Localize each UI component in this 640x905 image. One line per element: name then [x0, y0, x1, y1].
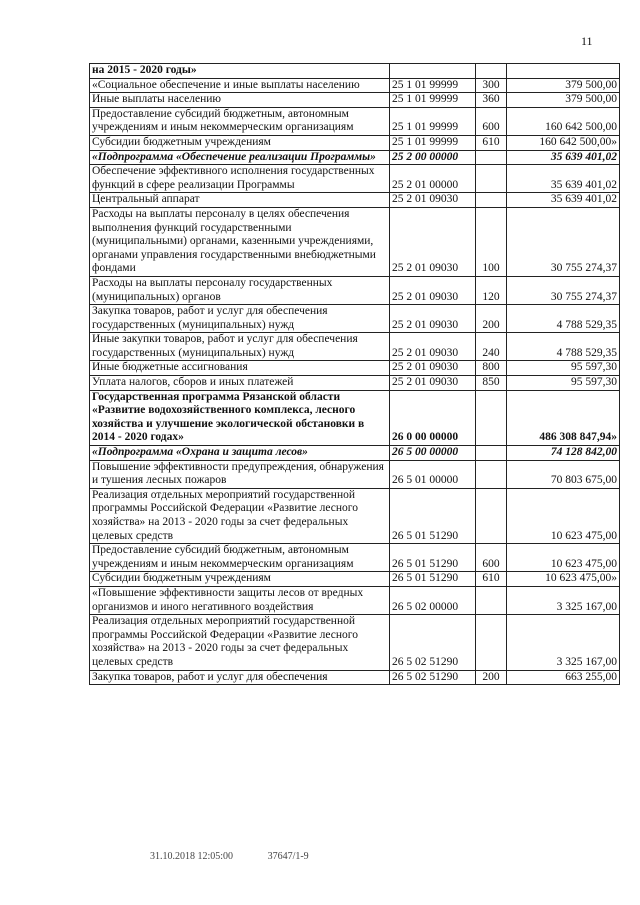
row-csr-cell: 26 5 01 51290 [390, 572, 476, 587]
row-sum-cell: 3 325 167,00 [507, 615, 620, 670]
row-sum-cell: 35 639 401,02 [507, 165, 620, 193]
row-vr-cell: 360 [476, 93, 507, 108]
row-name-cell: Обеспечение эффективного исполнения государственных функций в сфере реализации Программы [90, 165, 390, 193]
row-sum-cell: 160 642 500,00 [507, 107, 620, 135]
row-vr-cell: 100 [476, 207, 507, 276]
row-csr-cell: 25 2 01 09030 [390, 333, 476, 361]
row-vr-cell: 240 [476, 333, 507, 361]
row-sum-cell: 95 597,30 [507, 376, 620, 391]
row-sum-cell: 4 788 529,35 [507, 333, 620, 361]
row-sum-cell: 486 308 847,94» [507, 390, 620, 445]
row-sum-cell: 35 639 401,02 [507, 150, 620, 165]
table-row [90, 615, 620, 670]
row-csr-cell: 25 2 01 09030 [390, 207, 476, 276]
row-sum-cell: 10 623 475,00 [507, 488, 620, 543]
row-name-cell: «Социальное обеспечение и иные выплаты населению [90, 78, 390, 93]
row-name-cell: «Подпрограмма «Обеспечение реализации Программы» [90, 150, 390, 165]
table-row [90, 333, 620, 361]
row-csr-cell: 25 2 01 00000 [390, 165, 476, 193]
row-csr-cell: 25 1 01 99999 [390, 93, 476, 108]
row-csr-cell: 26 5 02 51290 [390, 670, 476, 685]
table-row [90, 376, 620, 391]
row-sum-cell: 30 755 274,37 [507, 207, 620, 276]
table-row [90, 150, 620, 165]
row-csr-cell: 25 2 01 09030 [390, 193, 476, 208]
row-name-cell: Закупка товаров, работ и услуг для обеспечения [90, 670, 390, 685]
row-sum-cell: 160 642 500,00» [507, 135, 620, 150]
row-csr-cell: 26 5 01 51290 [390, 488, 476, 543]
row-sum-cell: 663 255,00 [507, 670, 620, 685]
row-vr-cell [476, 615, 507, 670]
footer-timestamp: 31.10.2018 12:05:00 [150, 851, 234, 862]
row-name-cell: «Повышение эффективности защиты лесов от вредных организмов и иного негативного воздействия [90, 586, 390, 614]
row-vr-cell: 610 [476, 572, 507, 587]
budget-table-body [90, 64, 620, 685]
table-row [90, 488, 620, 543]
table-row [90, 93, 620, 108]
row-csr-cell: 25 2 01 09030 [390, 276, 476, 304]
table-row [90, 460, 620, 488]
row-name-cell: на 2015 - 2020 годы» [90, 64, 390, 79]
row-csr-cell: 25 2 01 09030 [390, 376, 476, 391]
row-sum-cell: 10 623 475,00» [507, 572, 620, 587]
row-name-cell: Субсидии бюджетным учреждениям [90, 135, 390, 150]
row-sum-cell: 95 597,30 [507, 361, 620, 376]
budget-table [89, 63, 620, 685]
row-name-cell: Предоставление субсидий бюджетным, автономным учреждениям и иным некоммерческим организациям [90, 544, 390, 572]
row-vr-cell [476, 446, 507, 461]
row-csr-cell: 26 5 02 00000 [390, 586, 476, 614]
row-csr-cell: 25 2 01 09030 [390, 361, 476, 376]
row-vr-cell [476, 460, 507, 488]
row-csr-cell: 26 5 02 51290 [390, 615, 476, 670]
row-vr-cell: 300 [476, 78, 507, 93]
table-row [90, 390, 620, 445]
page-number: 11 [581, 34, 593, 48]
row-vr-cell: 600 [476, 107, 507, 135]
table-row [90, 305, 620, 333]
row-sum-cell: 379 500,00 [507, 78, 620, 93]
row-sum-cell: 30 755 274,37 [507, 276, 620, 304]
row-sum-cell: 379 500,00 [507, 93, 620, 108]
row-csr-cell [390, 64, 476, 79]
footer [150, 851, 341, 862]
row-csr-cell: 25 1 01 99999 [390, 135, 476, 150]
footer-doc-code: 37647/1-9 [267, 851, 309, 862]
row-csr-cell: 25 1 01 99999 [390, 78, 476, 93]
row-csr-cell: 26 5 00 00000 [390, 446, 476, 461]
table-row [90, 207, 620, 276]
row-vr-cell [476, 488, 507, 543]
table-row [90, 670, 620, 685]
row-csr-cell: 25 1 01 99999 [390, 107, 476, 135]
row-vr-cell: 600 [476, 544, 507, 572]
table-row [90, 64, 620, 79]
row-name-cell: Иные закупки товаров, работ и услуг для обеспечения государственных (муниципальных) нужд [90, 333, 390, 361]
row-vr-cell [476, 586, 507, 614]
table-row [90, 572, 620, 587]
table-row [90, 446, 620, 461]
row-name-cell: Повышение эффективности предупреждения, обнаружения и тушения лесных пожаров [90, 460, 390, 488]
row-name-cell: Центральный аппарат [90, 193, 390, 208]
row-name-cell: Расходы на выплаты персоналу государственных (муниципальных) органов [90, 276, 390, 304]
row-vr-cell: 800 [476, 361, 507, 376]
row-sum-cell: 70 803 675,00 [507, 460, 620, 488]
row-vr-cell [476, 165, 507, 193]
row-vr-cell [476, 150, 507, 165]
row-name-cell: Государственная программа Рязанской области «Развитие водохозяйственного комплекса, лесного хозяйства и улучшение экологической обстановки в 2014 - 2020 годах» [90, 390, 390, 445]
table-row [90, 135, 620, 150]
row-sum-cell: 4 788 529,35 [507, 305, 620, 333]
row-csr-cell: 26 5 01 51290 [390, 544, 476, 572]
table-row [90, 276, 620, 304]
row-csr-cell: 25 2 01 09030 [390, 305, 476, 333]
row-sum-cell [507, 64, 620, 79]
row-name-cell: Предоставление субсидий бюджетным, автономным учреждениям и иным некоммерческим организациям [90, 107, 390, 135]
table-row [90, 107, 620, 135]
row-csr-cell: 26 0 00 00000 [390, 390, 476, 445]
row-vr-cell: 850 [476, 376, 507, 391]
row-sum-cell: 3 325 167,00 [507, 586, 620, 614]
table-row [90, 78, 620, 93]
row-name-cell: Иные бюджетные ассигнования [90, 361, 390, 376]
table-row [90, 165, 620, 193]
row-csr-cell: 26 5 01 00000 [390, 460, 476, 488]
row-name-cell: «Подпрограмма «Охрана и защита лесов» [90, 446, 390, 461]
row-name-cell: Субсидии бюджетным учреждениям [90, 572, 390, 587]
row-vr-cell: 200 [476, 670, 507, 685]
row-vr-cell: 610 [476, 135, 507, 150]
row-name-cell: Расходы на выплаты персоналу в целях обеспечения выполнения функций государственными (муниципальными) органами, казенными учреждениями, органами управления государственными внебюджетными фондами [90, 207, 390, 276]
table-row [90, 361, 620, 376]
row-vr-cell [476, 64, 507, 79]
row-name-cell: Иные выплаты населению [90, 93, 390, 108]
table-row [90, 193, 620, 208]
row-sum-cell: 10 623 475,00 [507, 544, 620, 572]
row-sum-cell: 35 639 401,02 [507, 193, 620, 208]
row-name-cell: Уплата налогов, сборов и иных платежей [90, 376, 390, 391]
row-vr-cell [476, 390, 507, 445]
row-csr-cell: 25 2 00 00000 [390, 150, 476, 165]
row-sum-cell: 74 128 842,00 [507, 446, 620, 461]
table-row [90, 586, 620, 614]
row-name-cell: Закупка товаров, работ и услуг для обеспечения государственных (муниципальных) нужд [90, 305, 390, 333]
row-vr-cell: 200 [476, 305, 507, 333]
row-vr-cell: 120 [476, 276, 507, 304]
row-name-cell: Реализация отдельных мероприятий государственной программы Российской Федерации «Развитие лесного хозяйства» на 2013 - 2020 годы за счет федеральных целевых средств [90, 615, 390, 670]
row-vr-cell [476, 193, 507, 208]
table-row [90, 544, 620, 572]
row-name-cell: Реализация отдельных мероприятий государственной программы Российской Федерации «Развитие лесного хозяйства» на 2013 - 2020 годы за счет федеральных целевых средств [90, 488, 390, 543]
